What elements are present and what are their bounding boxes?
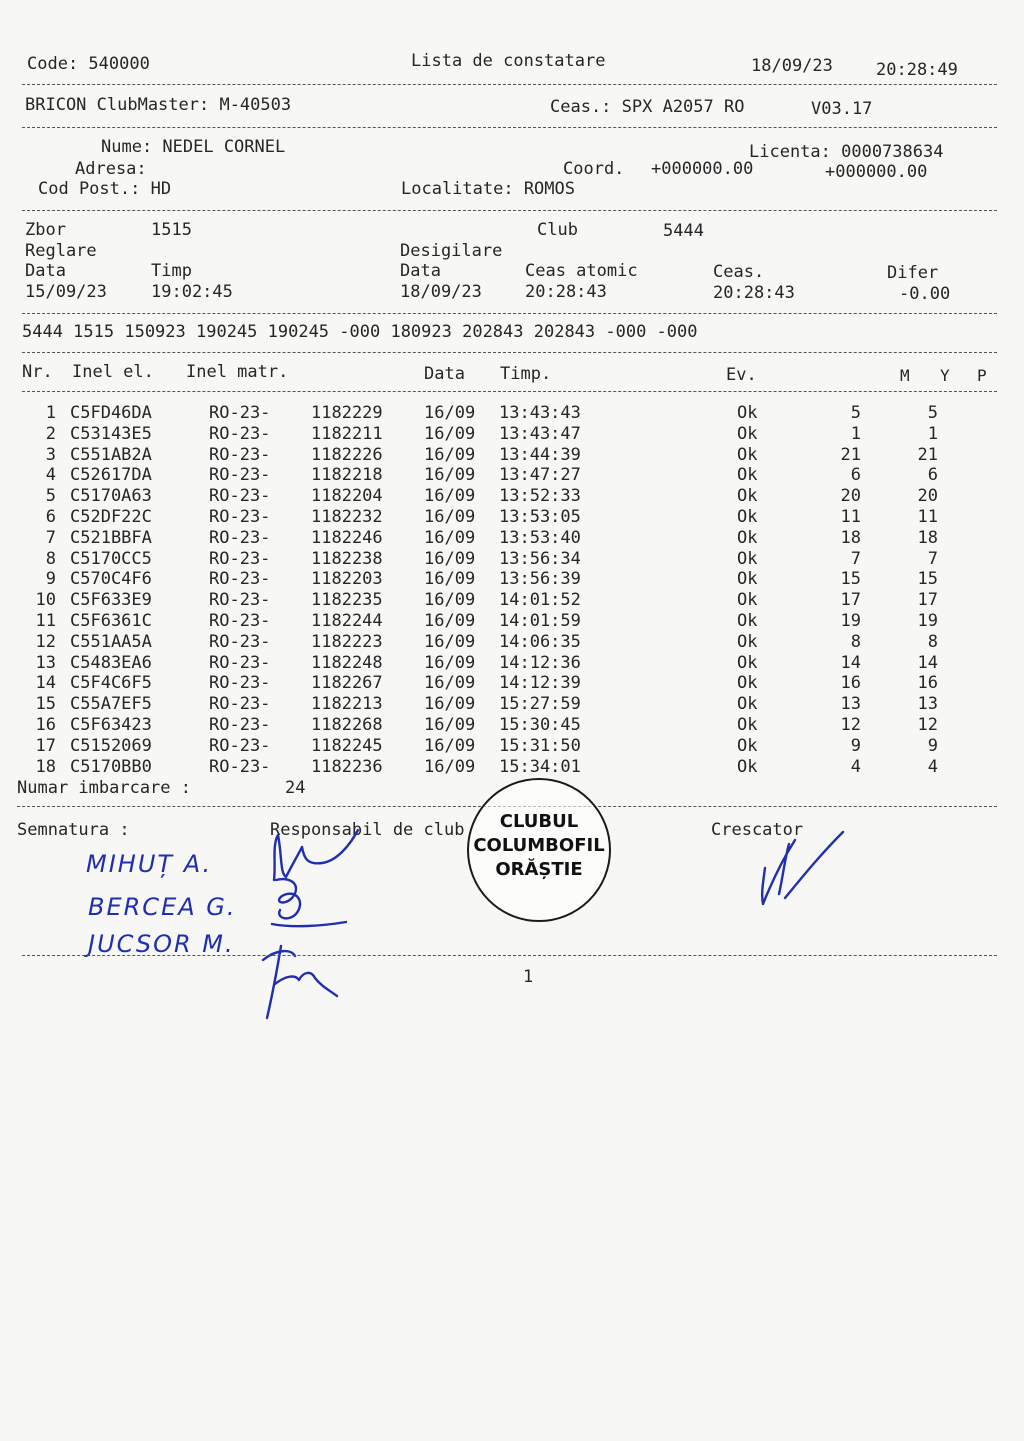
divider: [22, 391, 997, 392]
cell-event: Ok: [737, 673, 758, 694]
col-nr: Nr.: [22, 362, 53, 382]
table-row: [0, 549, 1024, 570]
cell-time: 13:56:34: [499, 548, 581, 569]
cell-y: 20: [917, 486, 938, 507]
table-row: [0, 465, 1024, 486]
code-line: 5444 1515 150923 190245 190245 -000 180923 202843 202843 -000 -000: [22, 322, 698, 342]
cell-time: 14:12:36: [499, 652, 581, 673]
cell-time: 15:27:59: [499, 694, 581, 715]
stamp-line: ORĂȘTIE: [495, 859, 583, 880]
page-number: 1: [523, 967, 534, 987]
col-y: Y: [940, 366, 950, 385]
cell-nr: 10: [35, 590, 56, 611]
cell-ring-number: 1182236: [311, 756, 383, 777]
cell-m: 18: [840, 527, 861, 548]
cell-ring-number: 1182226: [311, 444, 383, 465]
cell-ring-number: 1182204: [311, 486, 383, 507]
signature-breeder: [755, 828, 850, 908]
table-row: [0, 736, 1024, 757]
clock-time: 20:28:43: [713, 283, 795, 303]
handwritten-name-1: MIHUȚ A.: [86, 850, 213, 878]
cell-date: 16/09: [424, 527, 476, 548]
cell-date: 16/09: [424, 569, 476, 590]
cell-nr: 5: [45, 486, 56, 507]
cell-time: 15:34:01: [499, 756, 581, 777]
cell-ring-prefix: RO-23-: [209, 423, 271, 444]
cell-event: Ok: [737, 423, 758, 444]
cell-y: 18: [917, 527, 938, 548]
cell-electronic-ring: C52DF22C: [70, 507, 152, 527]
cell-y: 5: [927, 403, 938, 423]
table-row: [0, 694, 1024, 715]
cell-ring-prefix: RO-23-: [209, 507, 271, 527]
cell-m: 16: [840, 673, 861, 694]
cell-nr: 8: [45, 548, 56, 569]
cell-m: 1: [850, 423, 861, 444]
cell-electronic-ring: C551AB2A: [70, 444, 152, 465]
cell-y: 17: [917, 590, 938, 611]
cell-nr: 3: [45, 444, 56, 465]
print-time: 20:28:49: [876, 60, 958, 80]
divider: [22, 210, 997, 211]
code-label: Code: 540000: [27, 54, 150, 74]
cell-nr: 7: [45, 527, 56, 548]
table-row: [0, 569, 1024, 590]
cell-ring-number: 1182223: [311, 631, 383, 652]
cell-electronic-ring: C5F4C6F5: [70, 673, 152, 694]
cell-ring-number: 1182235: [311, 590, 383, 611]
cell-y: 1: [927, 423, 938, 444]
cell-y: 8: [927, 631, 938, 652]
cell-date: 16/09: [424, 444, 476, 465]
cell-ring-prefix: RO-23-: [209, 631, 271, 652]
cell-y: 14: [917, 652, 938, 673]
cell-time: 13:53:05: [499, 507, 581, 527]
cell-event: Ok: [737, 652, 758, 673]
cell-ring-prefix: RO-23-: [209, 527, 271, 548]
cell-y: 11: [917, 507, 938, 527]
cell-m: 20: [840, 486, 861, 507]
stamp-line: COLUMBOFIL: [473, 835, 605, 856]
cell-electronic-ring: C5152069: [70, 735, 152, 756]
cell-date: 16/09: [424, 652, 476, 673]
cell-ring-prefix: RO-23-: [209, 611, 271, 631]
col-electronic-ring: Inel el.: [72, 362, 154, 382]
cell-electronic-ring: C570C4F6: [70, 569, 152, 590]
clock-id: Ceas.: SPX A2057 RO: [550, 97, 745, 117]
basketing-label: Numar imbarcare :: [17, 778, 191, 798]
cell-electronic-ring: C521BBFA: [70, 527, 152, 548]
cell-ring-number: 1182238: [311, 548, 383, 569]
locality: Localitate: ROMOS: [401, 179, 575, 199]
cell-date: 16/09: [424, 403, 476, 423]
cell-y: 15: [917, 569, 938, 590]
cell-ring-number: 1182203: [311, 569, 383, 590]
club-number: 5444: [663, 221, 704, 241]
cell-y: 4: [927, 756, 938, 777]
cell-nr: 15: [35, 694, 56, 715]
cell-m: 9: [850, 735, 861, 756]
cell-electronic-ring: C5FD46DA: [70, 403, 152, 423]
setting-time: 19:02:45: [151, 282, 233, 302]
cell-ring-prefix: RO-23-: [209, 756, 271, 777]
cell-nr: 12: [35, 631, 56, 652]
col-p: P: [977, 366, 987, 385]
cell-y: 12: [917, 715, 938, 735]
cell-time: 14:01:52: [499, 590, 581, 611]
cell-event: Ok: [737, 548, 758, 569]
cell-event: Ok: [737, 715, 758, 735]
cell-time: 15:30:45: [499, 715, 581, 735]
cell-nr: 6: [45, 507, 56, 527]
cell-event: Ok: [737, 735, 758, 756]
cell-m: 8: [850, 631, 861, 652]
cell-date: 16/09: [424, 735, 476, 756]
cell-m: 21: [840, 444, 861, 465]
cell-date: 16/09: [424, 548, 476, 569]
cell-time: 14:01:59: [499, 611, 581, 631]
cell-nr: 14: [35, 673, 56, 694]
cell-ring-prefix: RO-23-: [209, 548, 271, 569]
table-row: [0, 507, 1024, 528]
cell-y: 6: [927, 465, 938, 486]
col-event: Ev.: [726, 365, 757, 385]
table-row: [0, 445, 1024, 466]
clock-difference: -0.00: [899, 284, 951, 304]
cell-ring-prefix: RO-23-: [209, 590, 271, 611]
cell-ring-prefix: RO-23-: [209, 652, 271, 673]
cell-ring-number: 1182246: [311, 527, 383, 548]
cell-ring-prefix: RO-23-: [209, 465, 271, 486]
cell-electronic-ring: C5483EA6: [70, 652, 152, 673]
cell-time: 14:12:39: [499, 673, 581, 694]
cell-time: 13:52:33: [499, 486, 581, 507]
stamp-line: CLUBUL: [499, 811, 579, 832]
cell-ring-prefix: RO-23-: [209, 694, 271, 715]
cell-nr: 13: [35, 652, 56, 673]
cell-event: Ok: [737, 611, 758, 631]
table-row: [0, 715, 1024, 736]
club-label: Club: [537, 220, 578, 240]
cell-ring-number: 1182248: [311, 652, 383, 673]
difference-label: Difer: [887, 263, 939, 283]
cell-event: Ok: [737, 631, 758, 652]
table-row: [0, 590, 1024, 611]
unsealing-date: 18/09/23: [400, 282, 482, 302]
cell-time: 13:56:39: [499, 569, 581, 590]
unsealing-heading: Desigilare: [400, 241, 503, 261]
cell-m: 7: [850, 548, 861, 569]
cell-date: 16/09: [424, 611, 476, 631]
setting-date-label: Data: [25, 261, 66, 281]
divider: [22, 127, 997, 128]
divider: [22, 84, 997, 85]
cell-nr: 16: [35, 715, 56, 735]
cell-event: Ok: [737, 465, 758, 486]
basketing-count: 24: [285, 778, 306, 798]
cell-time: 13:53:40: [499, 527, 581, 548]
table-row: [0, 528, 1024, 549]
cell-time: 15:31:50: [499, 735, 581, 756]
cell-date: 16/09: [424, 590, 476, 611]
cell-y: 21: [917, 444, 938, 465]
divider: [22, 313, 997, 314]
cell-event: Ok: [737, 527, 758, 548]
breeder-label: Crescator: [711, 820, 804, 840]
signature-responsible-2: [262, 872, 352, 932]
cell-time: 13:47:27: [499, 465, 581, 486]
cell-ring-number: 1182267: [311, 673, 383, 694]
cell-ring-number: 1182268: [311, 715, 383, 735]
cell-date: 16/09: [424, 673, 476, 694]
cell-event: Ok: [737, 694, 758, 715]
cell-ring-prefix: RO-23-: [209, 444, 271, 465]
cell-event: Ok: [737, 590, 758, 611]
print-date: 18/09/23: [751, 56, 833, 76]
table-row: [0, 424, 1024, 445]
cell-nr: 4: [45, 465, 56, 486]
cell-ring-number: 1182211: [311, 423, 383, 444]
cell-electronic-ring: C53143E5: [70, 423, 152, 444]
cell-time: 13:44:39: [499, 444, 581, 465]
col-ring-number: Inel matr.: [186, 362, 289, 382]
cell-ring-number: 1182244: [311, 611, 383, 631]
cell-nr: 11: [35, 611, 56, 631]
cell-ring-prefix: RO-23-: [209, 569, 271, 590]
cell-m: 11: [840, 507, 861, 527]
cell-ring-prefix: RO-23-: [209, 673, 271, 694]
cell-y: 19: [917, 611, 938, 631]
col-date: Data: [424, 364, 465, 384]
cell-electronic-ring: C5F6361C: [70, 611, 152, 631]
cell-ring-number: 1182218: [311, 465, 383, 486]
club-stamp: [467, 778, 611, 922]
cell-m: 14: [840, 652, 861, 673]
coord-latitude: +000000.00: [651, 159, 754, 179]
cell-m: 19: [840, 611, 861, 631]
cell-electronic-ring: C55A7EF5: [70, 694, 152, 715]
handwritten-name-3: JUCSOR M.: [88, 930, 235, 958]
table-row: [0, 611, 1024, 632]
cell-y: 16: [917, 673, 938, 694]
setting-date: 15/09/23: [25, 282, 107, 302]
cell-event: Ok: [737, 444, 758, 465]
cell-m: 6: [850, 465, 861, 486]
cell-nr: 9: [45, 569, 56, 590]
table-row: [0, 653, 1024, 674]
cell-time: 13:43:43: [499, 403, 581, 423]
cell-m: 4: [850, 756, 861, 777]
document-title: Lista de constatare: [411, 51, 606, 71]
signature-responsible-3: [255, 940, 345, 1022]
license-number: Licenta: 0000738634: [749, 142, 944, 162]
cell-electronic-ring: C52617DA: [70, 465, 152, 486]
cell-electronic-ring: C551AA5A: [70, 631, 152, 652]
cell-m: 12: [840, 715, 861, 735]
cell-event: Ok: [737, 507, 758, 527]
setting-time-label: Timp: [151, 261, 192, 281]
cell-date: 16/09: [424, 486, 476, 507]
cell-y: 7: [927, 548, 938, 569]
coord-longitude: +000000.00: [825, 162, 928, 182]
cell-electronic-ring: C5F633E9: [70, 590, 152, 611]
cell-y: 13: [917, 694, 938, 715]
cell-event: Ok: [737, 569, 758, 590]
cell-ring-prefix: RO-23-: [209, 715, 271, 735]
cell-ring-prefix: RO-23-: [209, 735, 271, 756]
cell-electronic-ring: C5170BB0: [70, 756, 152, 777]
cell-electronic-ring: C5F63423: [70, 715, 152, 735]
table-row: [0, 673, 1024, 694]
cell-ring-number: 1182213: [311, 694, 383, 715]
cell-event: Ok: [737, 756, 758, 777]
cell-electronic-ring: C5170CC5: [70, 548, 152, 569]
cell-date: 16/09: [424, 756, 476, 777]
table-row: [0, 403, 1024, 424]
cell-event: Ok: [737, 403, 758, 423]
clock-label: Ceas.: [713, 262, 765, 282]
atomic-clock-label: Ceas atomic: [525, 261, 638, 281]
cell-y: 9: [927, 735, 938, 756]
cell-date: 16/09: [424, 694, 476, 715]
clubmaster-id: BRICON ClubMaster: M-40503: [25, 95, 292, 115]
cell-ring-number: 1182229: [311, 403, 383, 423]
cell-nr: 2: [45, 423, 56, 444]
postal-code: Cod Post.: HD: [38, 179, 172, 199]
col-m: M: [900, 366, 910, 385]
cell-ring-prefix: RO-23-: [209, 403, 271, 423]
cell-nr: 17: [35, 735, 56, 756]
flight-label: Zbor: [25, 220, 66, 240]
cell-m: 17: [840, 590, 861, 611]
cell-m: 5: [850, 403, 861, 423]
cell-m: 15: [840, 569, 861, 590]
cell-nr: 18: [35, 756, 56, 777]
cell-event: Ok: [737, 486, 758, 507]
cell-nr: 1: [45, 403, 56, 423]
divider: [22, 955, 997, 956]
cell-date: 16/09: [424, 423, 476, 444]
cell-ring-number: 1182245: [311, 735, 383, 756]
table-row: [0, 757, 1024, 778]
cell-ring-prefix: RO-23-: [209, 486, 271, 507]
cell-electronic-ring: C5170A63: [70, 486, 152, 507]
table-row: [0, 632, 1024, 653]
divider: [22, 352, 997, 353]
table-row: [0, 486, 1024, 507]
signature-label: Semnatura :: [17, 820, 130, 840]
cell-date: 16/09: [424, 631, 476, 652]
unsealing-date-label: Data: [400, 261, 441, 281]
setting-heading: Reglare: [25, 241, 97, 261]
cell-date: 16/09: [424, 507, 476, 527]
club-responsible-label: Responsabil de club: [270, 820, 465, 840]
flight-number: 1515: [151, 220, 192, 240]
cell-ring-number: 1182232: [311, 507, 383, 527]
cell-time: 14:06:35: [499, 631, 581, 652]
handwritten-name-2: BERCEA G.: [88, 893, 237, 921]
coord-label: Coord.: [563, 159, 625, 179]
col-time: Timp.: [500, 364, 552, 384]
cell-m: 13: [840, 694, 861, 715]
cell-time: 13:43:47: [499, 423, 581, 444]
address-label: Adresa:: [75, 159, 147, 179]
firmware-version: V03.17: [811, 99, 873, 119]
cell-date: 16/09: [424, 465, 476, 486]
owner-name: Nume: NEDEL CORNEL: [101, 137, 286, 157]
cell-date: 16/09: [424, 715, 476, 735]
atomic-clock-time: 20:28:43: [525, 282, 607, 302]
